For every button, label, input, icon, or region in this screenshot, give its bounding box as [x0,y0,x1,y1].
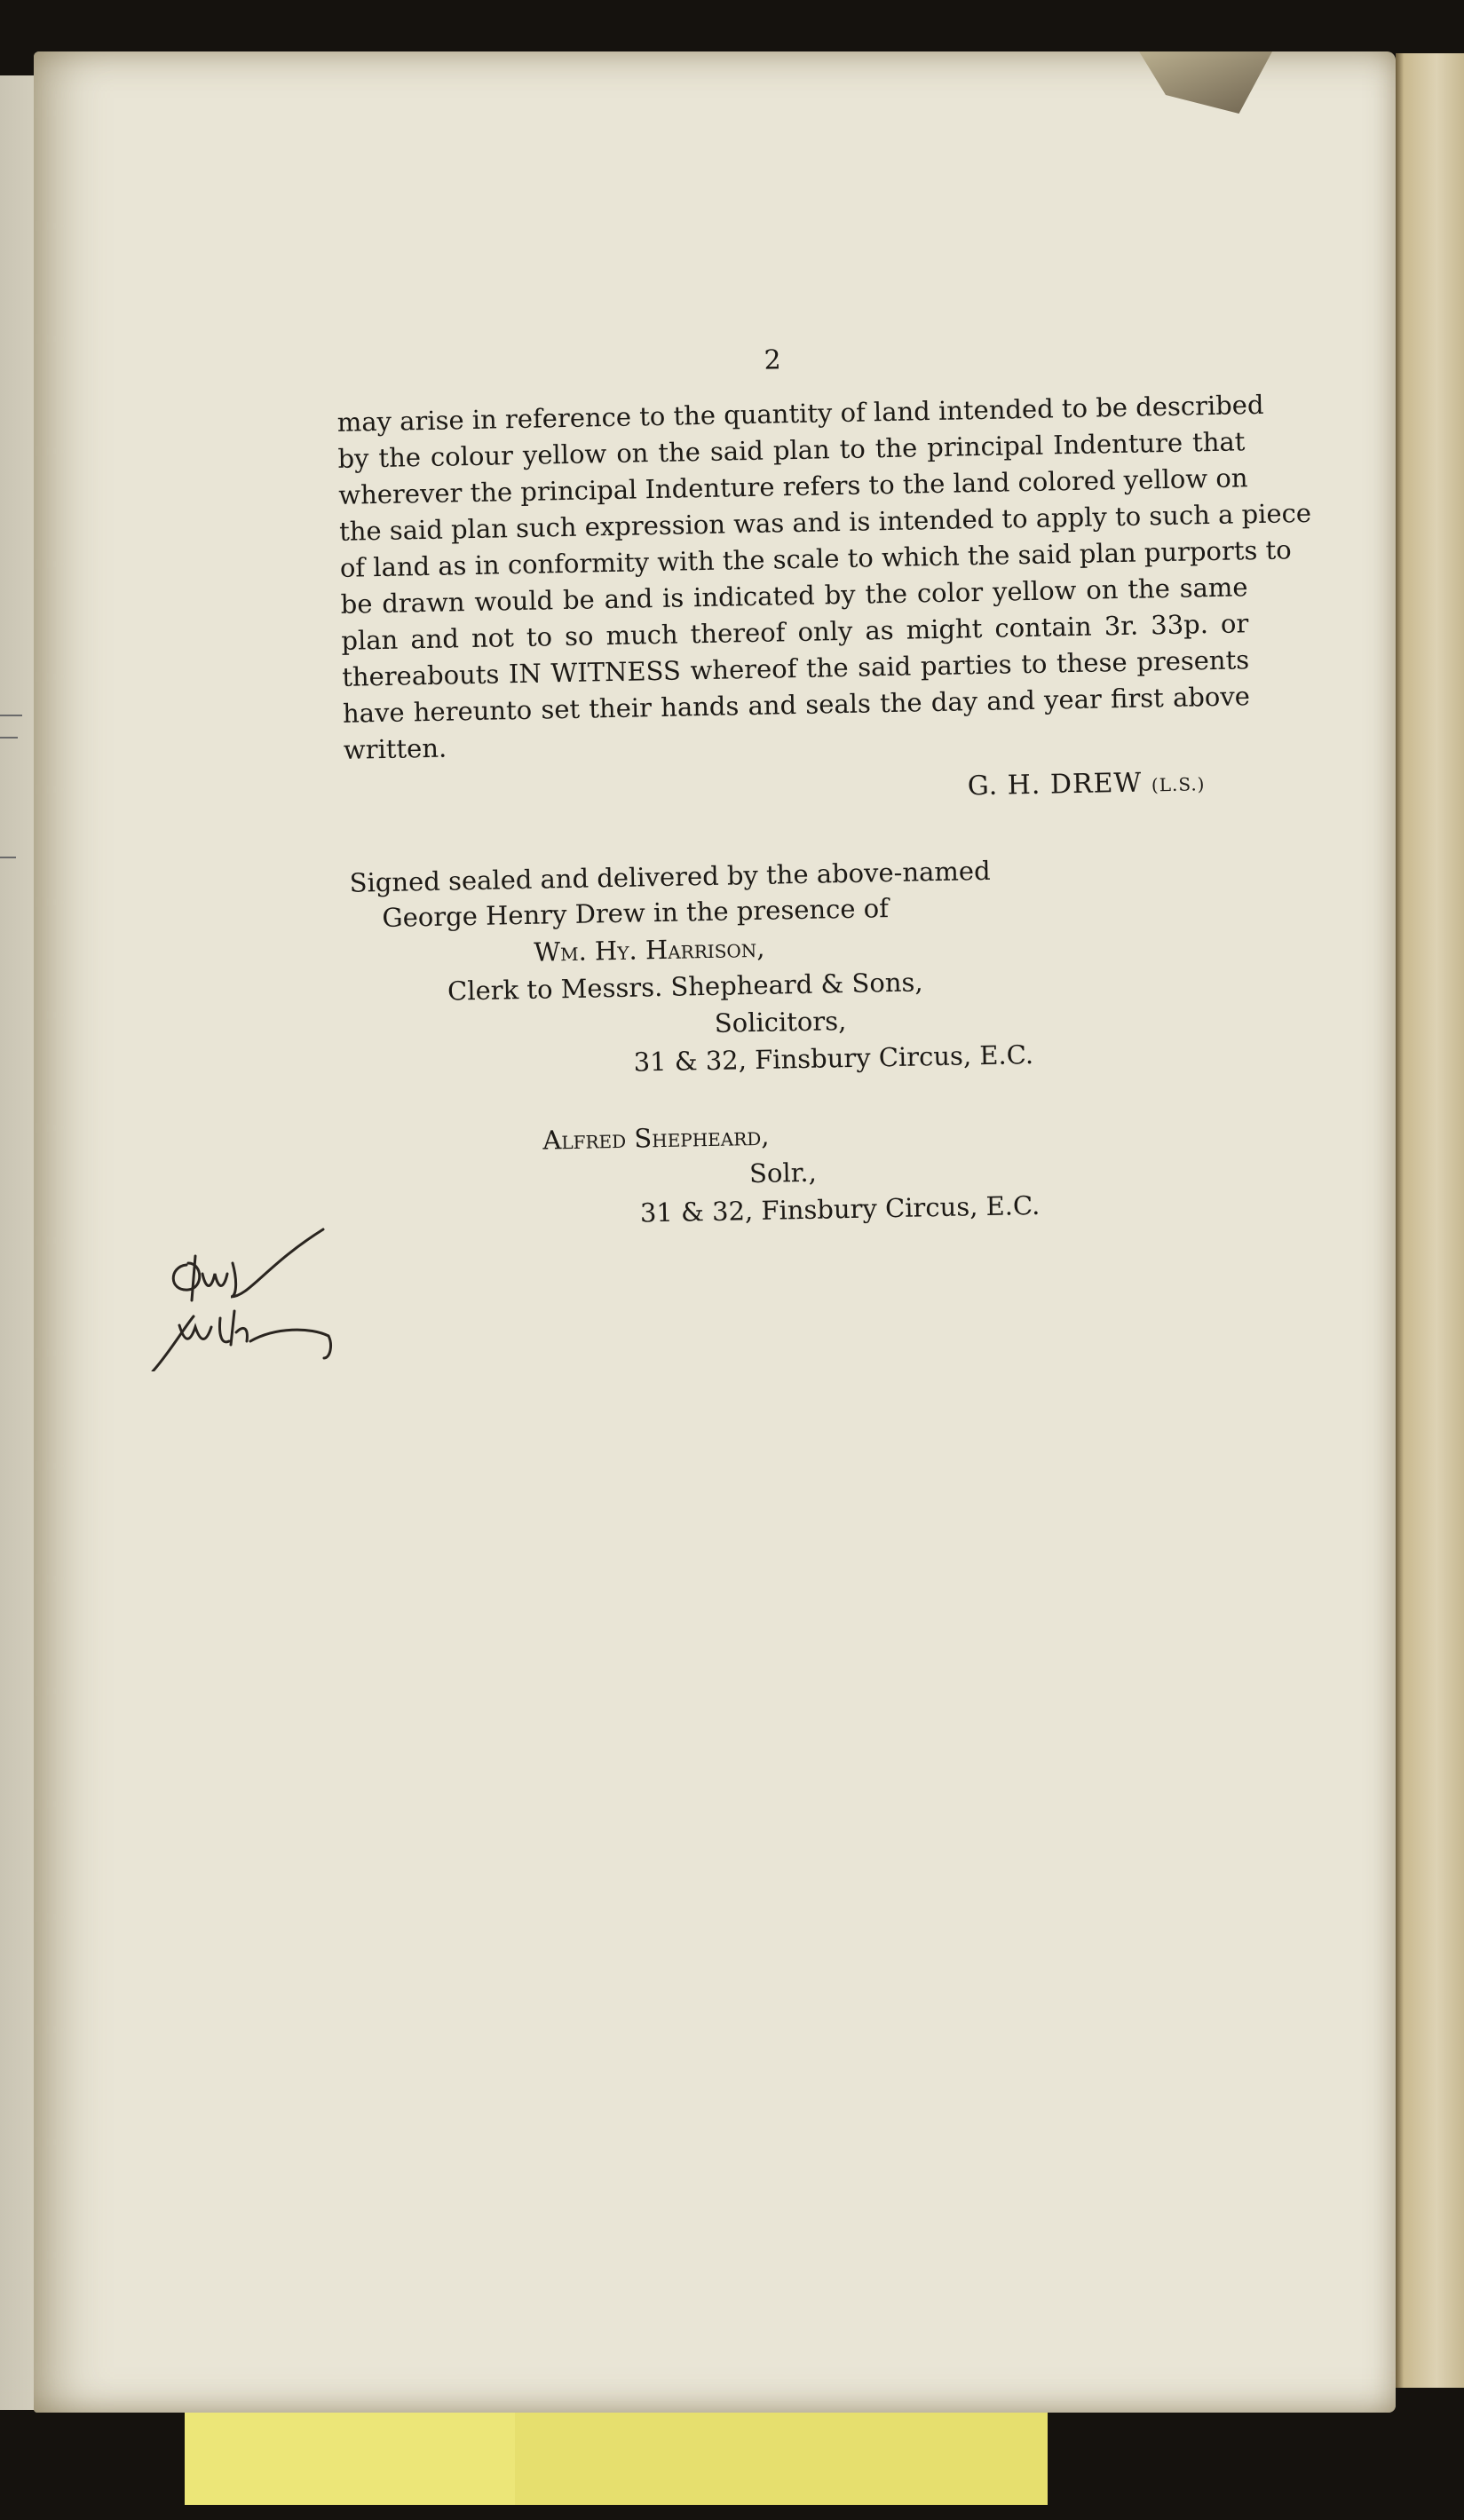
body-line: wherever the principal Indenture refers to the land colored yellow on [338,462,1248,510]
handwritten-initials [133,1212,337,1371]
witness-name: Alfred Shepheard, [542,1120,770,1156]
seal-mark: (L.S.) [1151,773,1206,796]
body-line: the said plan such expression was and is intended to apply to such a piece [338,497,1312,547]
body-line: of land as in conformity with the scale to which the said plan purports to [339,534,1292,583]
signatory-block [967,766,1205,802]
body-line: thereabouts IN WITNESS whereof the said parties to these presents [341,644,1250,692]
attestation-line: Signed sealed and delivered by the above-named [349,855,991,898]
witness-address: 31 & 32, Finsbury Circus, E.C. [633,1039,1034,1078]
body-line: be drawn would be and is indicated by the color yellow on the same [340,572,1248,620]
witness-address: 31 & 32, Finsbury Circus, E.C. [639,1189,1041,1228]
witness-title: Solicitors, [714,1006,847,1039]
body-line: written. [343,732,447,765]
body-line: by the colour yellow on the said plan to the principal Indenture that [337,426,1246,474]
body-line: plan and not to so much thereof only as might contain 3r. 33p. or [341,608,1249,656]
body-line: may arise in reference to the quantity of land intended to be described [336,389,1264,438]
signatory-name: G. H. DREW [967,767,1143,802]
page-number: 2 [764,344,781,376]
witness-name: Wm. Hy. Harrison, [533,932,765,968]
body-line: have hereunto set their hands and seals the day and year first above [342,681,1251,729]
attestation-line: George Henry Drew in the presence of [382,893,890,934]
witness-title: Solr., [748,1157,818,1189]
witness-role: Clerk to Messrs. Shepheard & Sons, [447,967,923,1007]
